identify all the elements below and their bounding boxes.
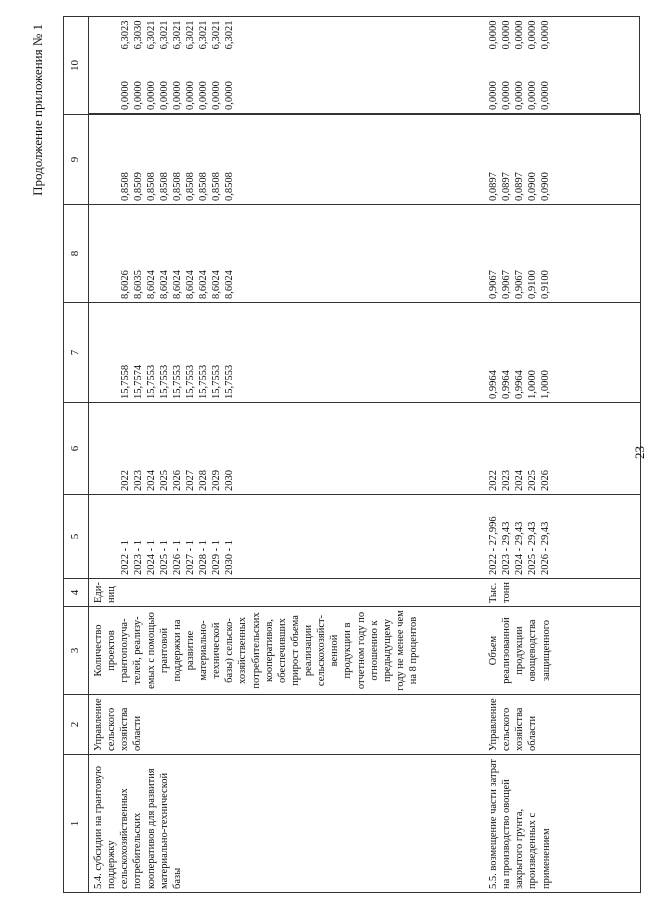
table-row — [484, 17, 640, 893]
col-header: 3 — [64, 607, 89, 695]
col10-list — [487, 20, 551, 50]
continuation-label: Продолжение приложения № 1 — [30, 24, 45, 196]
value-line: 2027 — [185, 470, 196, 491]
target-values — [484, 495, 640, 579]
value-line: 6,3021 — [224, 20, 235, 50]
value-line: 0,0000 — [159, 81, 170, 110]
value-line: 2029 — [211, 470, 222, 491]
value-line: 8,6024 — [198, 270, 209, 299]
value-line: 0,0900 — [540, 172, 551, 201]
item-name: возмещение части затрат на производство овощей закрытого грунта, произведенных с применением — [488, 759, 552, 889]
value-line: 1,0000 — [540, 370, 551, 399]
value-line: 0,9067 — [514, 270, 525, 299]
value-line: 8,6035 — [133, 270, 144, 299]
col-header: 10 — [64, 17, 89, 115]
value-line: 0,9964 — [514, 370, 525, 399]
value-line: 8,6024 — [185, 270, 196, 299]
target-values — [89, 495, 485, 579]
col7-values — [484, 205, 640, 303]
value-line: 2024 — [514, 470, 525, 491]
value-line: 8,6024 — [146, 270, 157, 299]
value-line: 0,0000 — [501, 20, 512, 50]
value-line: 2022 - 1 — [120, 540, 131, 575]
value-line: 8,6024 — [159, 270, 170, 299]
col-header: 5 — [64, 495, 89, 579]
value-line: 0,0897 — [488, 172, 499, 201]
col9-values — [484, 17, 640, 115]
value-line: 0,8508 — [159, 172, 170, 201]
measure-cell — [484, 755, 640, 893]
value-line: 0,9100 — [540, 270, 551, 299]
value-line: 15,7574 — [133, 364, 144, 399]
program-table — [63, 16, 641, 893]
value-line: 0,0000 — [514, 81, 525, 110]
value-line: 15,7553 — [159, 364, 170, 399]
value-line: 15,7558 — [120, 364, 131, 399]
value-line: 0,0000 — [501, 81, 512, 110]
value-line: 8,6024 — [211, 270, 222, 299]
value-line: 2024 — [146, 470, 157, 491]
item-name: субсидии на грантовую поддержку сельскохозяйственных потребительских кооперативов для развития материально-технической базы — [93, 766, 183, 889]
col-header: 9 — [64, 115, 89, 205]
value-line: 2030 - 1 — [224, 540, 235, 575]
value-line: 15,7553 — [198, 364, 209, 399]
value-line: 0,0000 — [211, 81, 222, 110]
value-line: 0,0000 — [224, 81, 235, 110]
value-line: 2023 - 29,43 — [501, 521, 512, 575]
value-line: 15,7553 — [224, 364, 235, 399]
measure-cell — [89, 755, 485, 893]
indicator-cell: Объем реализованной продукции овощеводства защищенного — [484, 607, 640, 695]
value-line: 2025 — [527, 470, 538, 491]
unit-cell: Тыс. тонн — [484, 579, 640, 607]
value-line: 8,6024 — [224, 270, 235, 299]
value-line: 0,0897 — [514, 172, 525, 201]
value-line: 2026 — [172, 470, 183, 491]
value-line: 6,3021 — [211, 20, 222, 50]
value-line: 2026 - 29,43 — [540, 521, 551, 575]
col-header: 6 — [64, 403, 89, 495]
value-line: 2022 — [488, 470, 499, 491]
value-line: 2025 - 29,43 — [527, 521, 538, 575]
col6-values — [484, 303, 640, 403]
value-line: 2029 - 1 — [211, 540, 222, 575]
col10-list — [119, 20, 235, 50]
value-line: 0,0000 — [185, 81, 196, 110]
value-line: 0,8508 — [120, 172, 131, 201]
value-line: 0,0000 — [146, 81, 157, 110]
value-line: 2023 — [501, 470, 512, 491]
value-line: 8,6024 — [172, 270, 183, 299]
value-line: 2022 — [120, 470, 131, 491]
col-header: 4 — [64, 579, 89, 607]
value-line: 15,7553 — [211, 364, 222, 399]
value-line: 6,3023 — [120, 20, 131, 50]
value-line: 0,0000 — [514, 20, 525, 50]
value-line: 2028 — [198, 470, 209, 491]
item-number: 5.4. — [93, 873, 104, 889]
value-line: 0,9964 — [501, 370, 512, 399]
value-line: 0,0900 — [527, 172, 538, 201]
value-line: 0,0000 — [120, 81, 131, 110]
value-line: 6,3021 — [159, 20, 170, 50]
col7-values — [89, 205, 485, 303]
value-line: 2026 - 1 — [172, 540, 183, 575]
col9-values — [89, 17, 484, 115]
indicator-cell: Количество проектов грантополуча-телей, реализу-емых с помощью грантовой поддержки на развитие материально-технической базы) сельско-хозяйственных потребительских кооперативов, обеспечивших прирост объема реализации сельскохозяйст-венной продукции в отчетном году по отношению к предыдущему году не менее чем на 8 процентов — [89, 607, 485, 695]
value-line: 0,8508 — [198, 172, 209, 201]
value-line: 0,0000 — [488, 81, 499, 110]
value-line: 2026 — [540, 470, 551, 491]
value-line: 6,3030 — [133, 20, 144, 50]
value-line: 15,7553 — [146, 364, 157, 399]
value-line: 0,8508 — [185, 172, 196, 201]
value-line: 6,3021 — [172, 20, 183, 50]
value-line: 15,7553 — [185, 364, 196, 399]
executor-cell: Управление сельского хозяйства области — [89, 695, 485, 755]
value-line: 0,9067 — [488, 270, 499, 299]
page-number: 23 — [632, 446, 647, 459]
executor-cell: Управление сельского хозяйства области — [484, 695, 640, 755]
value-line: 0,8509 — [133, 172, 144, 201]
value-line: 0,8508 — [146, 172, 157, 201]
value-line: 0,0000 — [488, 20, 499, 50]
unit-cell: Еди-ниц — [89, 579, 485, 607]
value-line: 2030 — [224, 470, 235, 491]
value-line: 0,0000 — [527, 81, 538, 110]
value-line: 0,0000 — [527, 20, 538, 50]
table-row — [89, 17, 485, 893]
value-line: 6,3021 — [198, 20, 209, 50]
col9-list — [119, 81, 235, 110]
value-line: 2022 - 27,996 — [488, 516, 499, 575]
col-header: 7 — [64, 303, 89, 403]
value-line: 8,6026 — [120, 270, 131, 299]
value-line: 6,3021 — [146, 20, 157, 50]
value-line: 0,8508 — [172, 172, 183, 201]
value-line: 0,0000 — [198, 81, 209, 110]
value-line: 2024 - 1 — [146, 540, 157, 575]
value-line: 15,7553 — [172, 364, 183, 399]
col8-values — [484, 115, 640, 205]
year-values — [89, 403, 485, 495]
value-line: 2027 - 1 — [185, 540, 196, 575]
value-line: 1,0000 — [527, 370, 538, 399]
value-line: 0,0000 — [540, 81, 551, 110]
col6-values — [89, 303, 485, 403]
col-header: 2 — [64, 695, 89, 755]
value-line: 2024 - 29,43 — [514, 521, 525, 575]
value-line: 0,0000 — [172, 81, 183, 110]
col-header: 1 — [64, 755, 89, 893]
value-line: 2028 - 1 — [198, 540, 209, 575]
year-values — [484, 403, 640, 495]
value-line: 0,0000 — [540, 20, 551, 50]
value-line: 2023 — [133, 470, 144, 491]
value-line: 2025 - 1 — [159, 540, 170, 575]
value-line: 0,9964 — [488, 370, 499, 399]
value-line: 2025 — [159, 470, 170, 491]
value-line: 0,8508 — [224, 172, 235, 201]
item-number: 5.5. — [488, 873, 499, 889]
value-line: 0,0000 — [133, 81, 144, 110]
value-line: 2023 - 1 — [133, 540, 144, 575]
value-line: 0,0897 — [501, 172, 512, 201]
col8-values — [89, 115, 485, 205]
value-line: 0,9100 — [527, 270, 538, 299]
col9-list — [487, 81, 551, 110]
value-line: 0,9067 — [501, 270, 512, 299]
value-line: 0,8508 — [211, 172, 222, 201]
column-number-row — [64, 17, 89, 893]
value-line: 6,3021 — [185, 20, 196, 50]
col-header: 8 — [64, 205, 89, 303]
